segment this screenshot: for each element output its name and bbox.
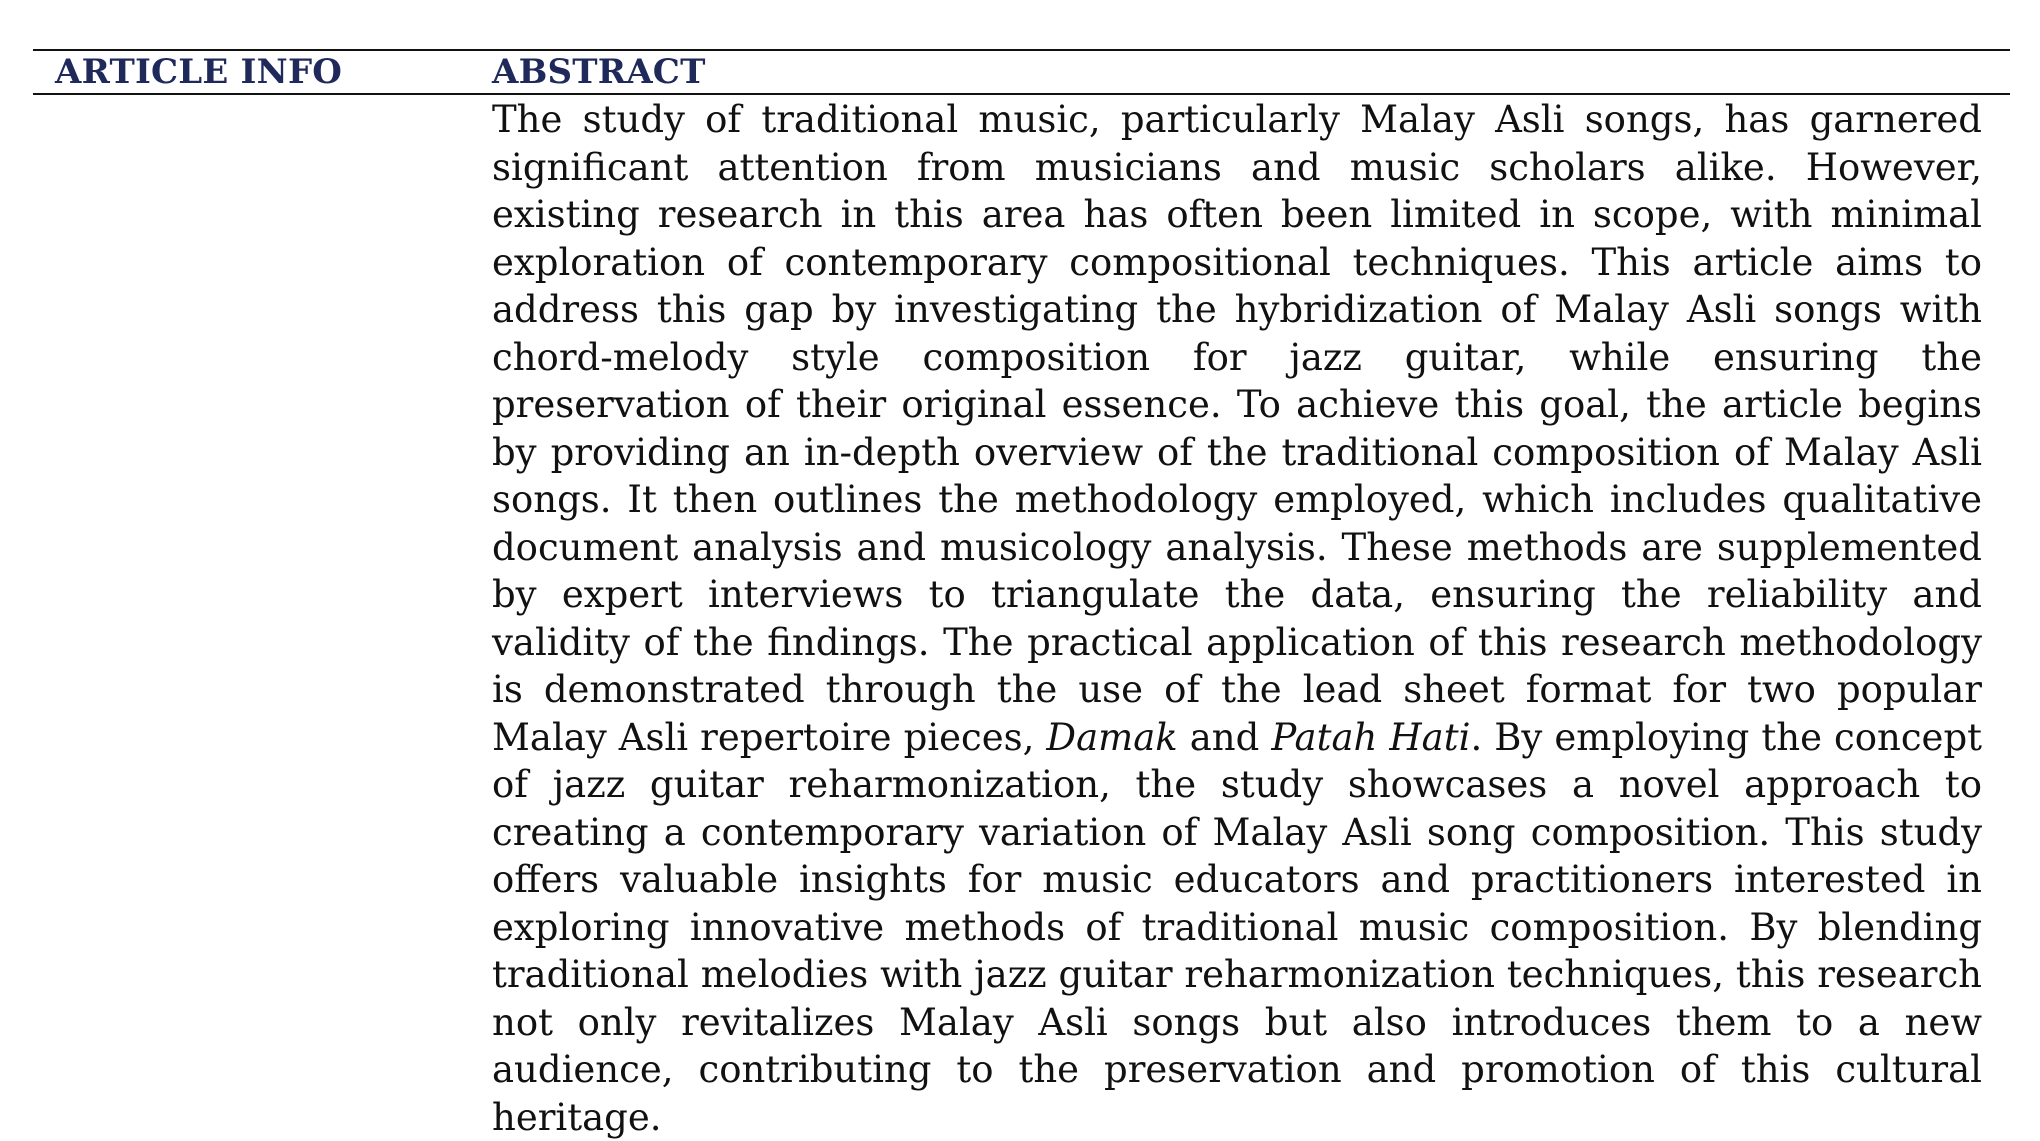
abstract-segment: . By employing the concept of jazz guitar reharmonization, the study showcases a novel approach to creating a contemporary variation of Malay Asli song composition. This study offers valuable insights for music educators and practitioners interested in exploring innovative methods of traditional music composition. By blending traditional melodies with jazz guitar reharmonization techniques, this research not only revitalizes Malay Asli songs but also introduces them to a new audience, contributing to the preservation and promotion of this cultural heritage. <box>492 715 1982 1139</box>
top-rule <box>33 49 2010 51</box>
abstract-segment: and <box>1177 715 1272 759</box>
article-info-heading: ARTICLE INFO <box>55 52 343 92</box>
abstract-text <box>492 96 1982 1141</box>
abstract-heading: ABSTRACT <box>492 52 706 92</box>
abstract-italic-title: Damak <box>1046 715 1178 759</box>
abstract-segment: The study of traditional music, particularly Malay Asli songs, has garnered significant attention from musicians and music scholars alike. However, existing research in this area has often been limited in scope, with minimal exploration of contemporary compositional techniques. This article aims to address this gap by investigating the hybridization of Malay Asli songs with chord-melody style composition for jazz guitar, while ensuring the preservation of their original essence. To achieve this goal, the article begins by providing an in-depth overview of the traditional composition of Malay Asli songs. It then outlines the methodology employed, which includes qualitative document analysis and musicology analysis. These methods are supplemented by expert interviews to triangulate the data, ensuring the reliability and validity of the findings. The practical application of this research methodology is demonstrated through the use of the lead sheet format for two popular Malay Asli repertoire pieces, <box>492 98 1982 759</box>
abstract-italic-title: Patah Hati <box>1271 715 1471 759</box>
header-rule <box>33 93 2010 95</box>
